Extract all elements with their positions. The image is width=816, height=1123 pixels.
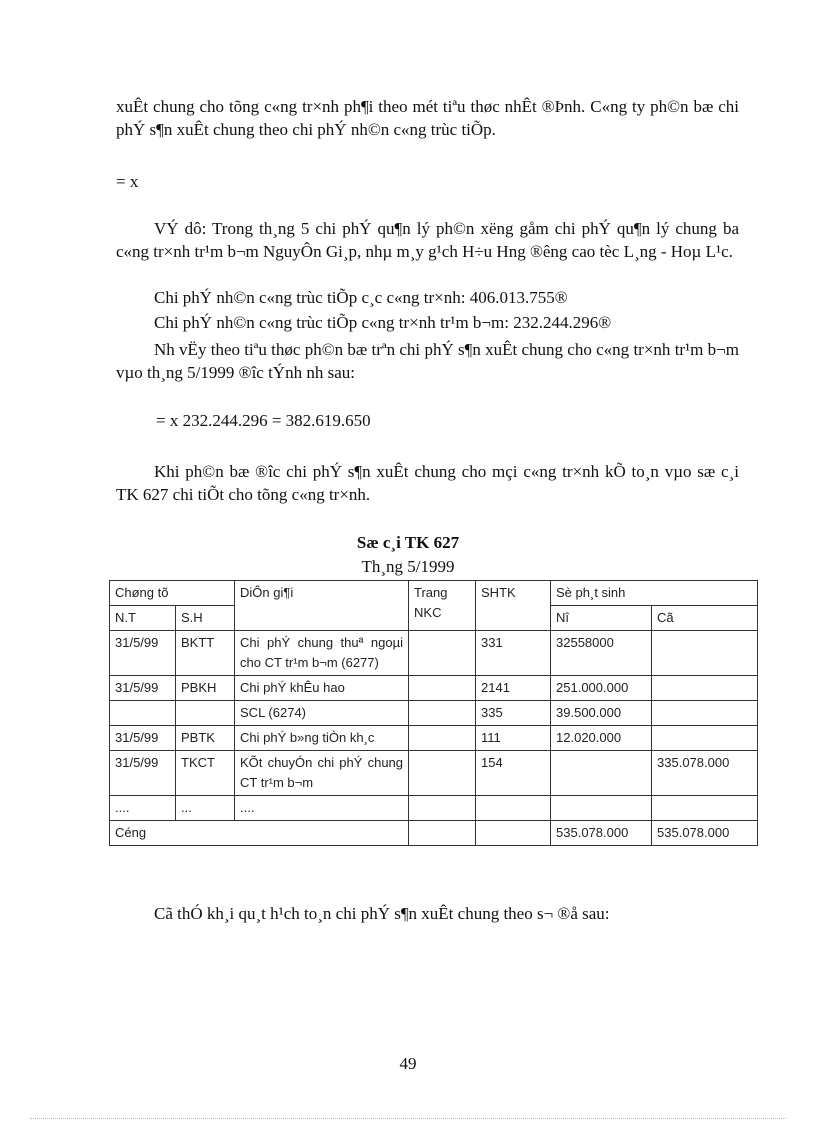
cell-page — [409, 796, 476, 821]
cell-date: 31/5/99 — [110, 726, 176, 751]
cell-account: 335 — [476, 701, 551, 726]
cell-number: BKTT — [176, 631, 235, 676]
cell-number: TKCT — [176, 751, 235, 796]
paragraph-ledger-intro: Khi ph©n bæ ®îc chi phÝ s¶n xuÊt chung cho mçi c«ng tr×nh kÕ to¸n vµo sæ c¸i TK 627 chi tiÕt cho tõng c«ng tr×nh. — [116, 462, 739, 504]
table-row — [110, 726, 758, 751]
cell-description: Chi phÝ chung thuª ngoµi cho CT tr¹m b¬m (6277) — [235, 631, 409, 676]
cell-number: PBKH — [176, 676, 235, 701]
cell-credit — [652, 701, 758, 726]
cell-page — [409, 726, 476, 751]
cell-credit — [652, 676, 758, 701]
cell-credit: 335.078.000 — [652, 751, 758, 796]
header-credit: Cã — [652, 606, 758, 631]
cell-debit — [551, 796, 652, 821]
paragraph-example: VÝ dô: Trong th¸ng 5 chi phÝ qu¶n lý ph©n xëng gåm chi phÝ qu¶n lý chung ba c«ng tr×nh tr¹m b¬m NguyÔn Gi¸p, nhµ m¸y g¹ch H÷u Hng ®êng cao tèc L¸ng - Hoµ L¹c. — [116, 219, 739, 261]
cell-date — [110, 701, 176, 726]
paragraph-intro: xuÊt chung cho tõng c«ng tr×nh ph¶i theo mét tiªu thøc nhÊt ®Þnh. C«ng ty ph©n bæ chi phÝ s¶n xuÊt chung theo chi phÝ nh©n c«ng trùc tiÕp. — [116, 97, 739, 139]
cell-page — [409, 701, 476, 726]
cell-page — [409, 631, 476, 676]
header-amount: Sè ph¸t sinh — [551, 581, 758, 606]
direct-labor-total: Chi phÝ nh©n c«ng trùc tiÕp c¸c c«ng tr×nh: 406.013.755® — [154, 288, 568, 307]
page-bottom-rule — [30, 1118, 786, 1119]
general-ledger-table — [109, 580, 758, 846]
paragraph-allocation-basis: Nh vËy theo tiªu thøc ph©n bæ trªn chi phÝ s¶n xuÊt chung cho c«ng tr×nh tr¹m b¬m vµo th¸ng 5/1999 ®îc tÝnh nh sau: — [116, 340, 739, 382]
cell-account: 154 — [476, 751, 551, 796]
cell-debit: 251.000.000 — [551, 676, 652, 701]
cell-description: Chi phÝ khÊu hao — [235, 676, 409, 701]
cell-credit — [652, 631, 758, 676]
cell-account: 2141 — [476, 676, 551, 701]
ledger-subtitle: Th¸ng 5/1999 — [361, 557, 455, 576]
ledger-total-row — [110, 821, 758, 846]
cell-page — [409, 676, 476, 701]
table-row — [110, 631, 758, 676]
header-number: S.H — [176, 606, 235, 631]
table-row — [110, 676, 758, 701]
header-description: DiÔn gi¶i — [235, 581, 409, 631]
table-row — [110, 751, 758, 796]
table-row — [110, 796, 758, 821]
cell-credit — [652, 796, 758, 821]
allocation-result-formula: = x 232.244.296 = 382.619.650 — [156, 411, 371, 430]
cell-account: 111 — [476, 726, 551, 751]
paragraph-diagram-intro: Cã thÓ kh¸i qu¸t h¹ch to¸n chi phÝ s¶n xuÊt chung theo s¬ ®å sau: — [154, 904, 610, 923]
cell-credit — [652, 726, 758, 751]
table-row — [110, 701, 758, 726]
header-account: SHTK — [476, 581, 551, 631]
cell-description: Chi phÝ b»ng tiÒn kh¸c — [235, 726, 409, 751]
direct-labor-pump-station: Chi phÝ nh©n c«ng trùc tiÕp c«ng tr×nh tr¹m b¬m: 232.244.296® — [154, 313, 612, 332]
cell-page — [409, 751, 476, 796]
cell-account — [476, 796, 551, 821]
header-date: N.T — [110, 606, 176, 631]
allocation-formula: = x — [116, 172, 139, 191]
cell-debit — [551, 751, 652, 796]
cell-date: 31/5/99 — [110, 676, 176, 701]
ledger-header-row — [110, 581, 758, 606]
cell-date: 31/5/99 — [110, 751, 176, 796]
total-account — [476, 821, 551, 846]
cell-description: KÕt chuyÓn chi phÝ chung CT tr¹m b¬m — [235, 751, 409, 796]
header-page: Trang NKC — [409, 581, 476, 631]
page-number: 49 — [399, 1054, 417, 1073]
header-debit: Nî — [551, 606, 652, 631]
cell-description: .... — [235, 796, 409, 821]
cell-debit: 32558000 — [551, 631, 652, 676]
total-label: Céng — [110, 821, 409, 846]
total-debit: 535.078.000 — [551, 821, 652, 846]
ledger-title: Sæ c¸i TK 627 — [356, 533, 460, 552]
cell-number — [176, 701, 235, 726]
cell-date: 31/5/99 — [110, 631, 176, 676]
total-credit: 535.078.000 — [652, 821, 758, 846]
total-page — [409, 821, 476, 846]
cell-number: ... — [176, 796, 235, 821]
cell-number: PBTK — [176, 726, 235, 751]
cell-description: SCL (6274) — [235, 701, 409, 726]
cell-debit: 39.500.000 — [551, 701, 652, 726]
cell-date: .... — [110, 796, 176, 821]
cell-account: 331 — [476, 631, 551, 676]
header-voucher: Chøng tõ — [110, 581, 235, 606]
cell-debit: 12.020.000 — [551, 726, 652, 751]
